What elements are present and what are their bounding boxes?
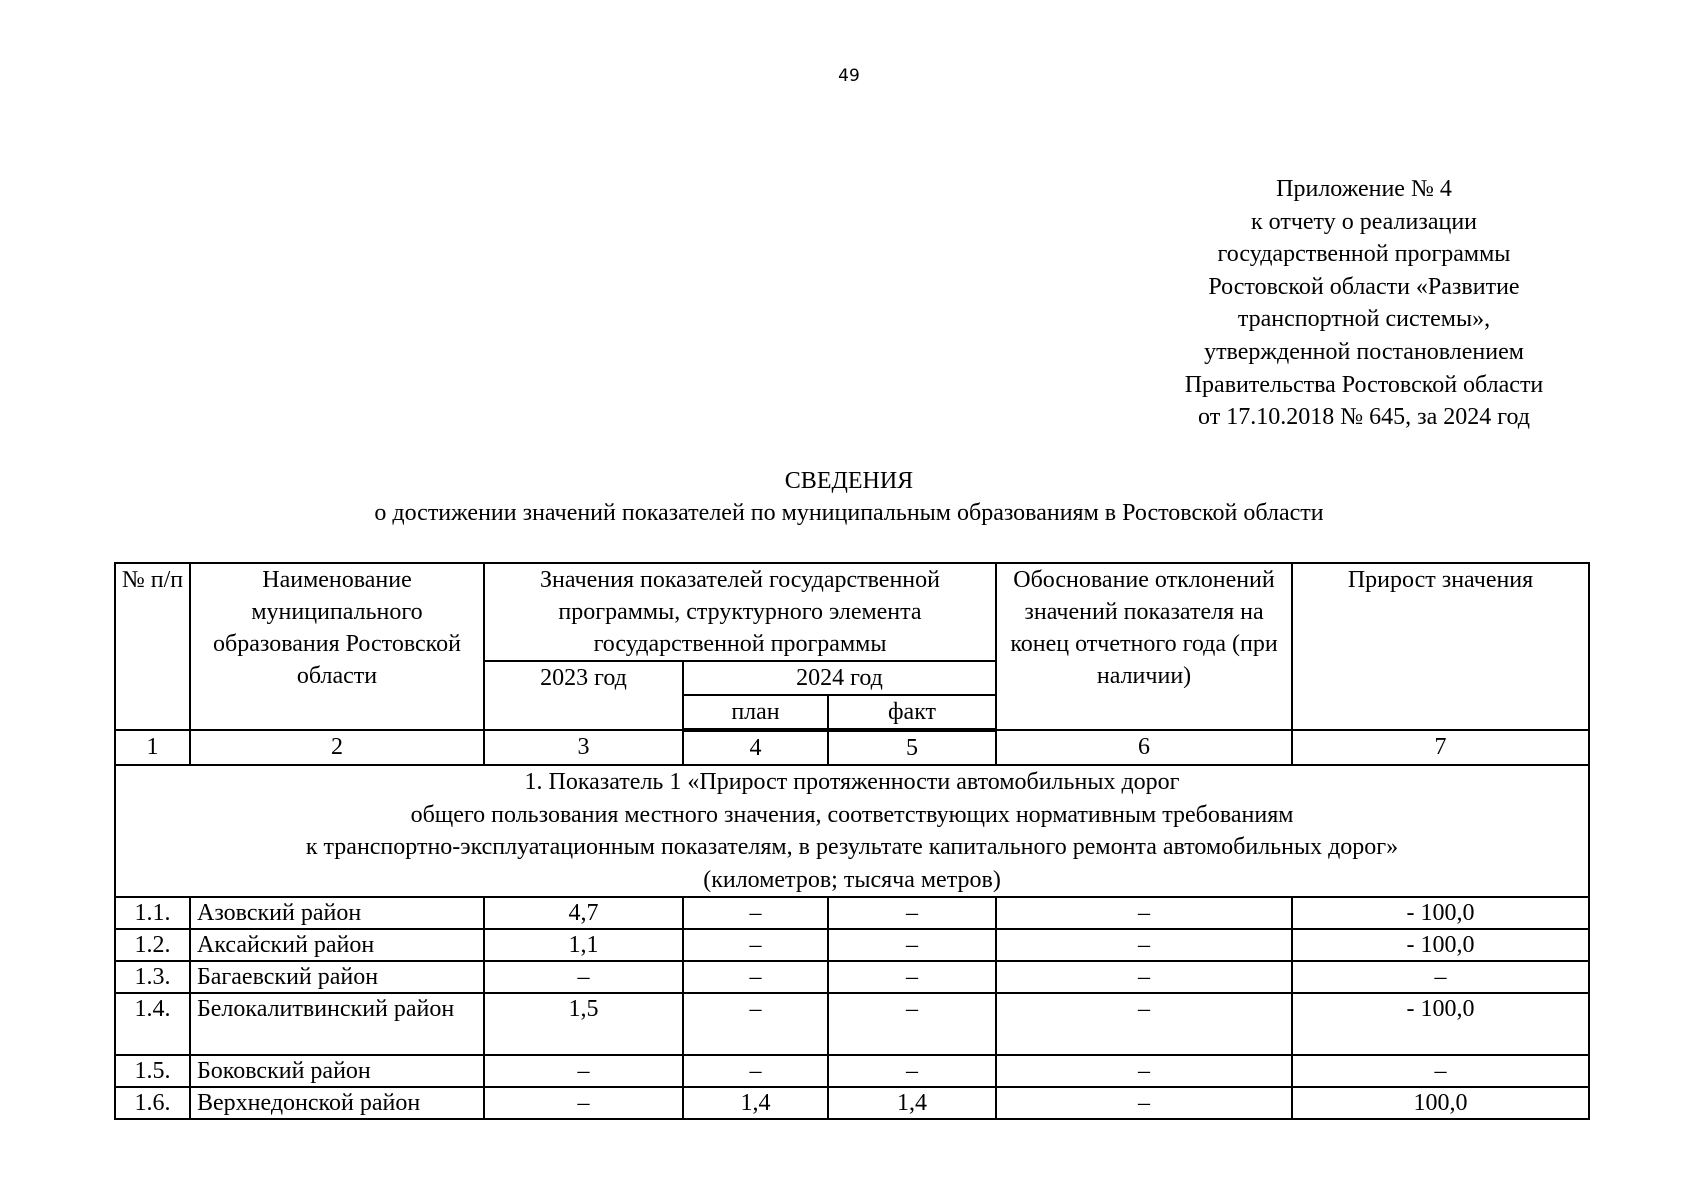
row-name: Боковский район (190, 1055, 484, 1087)
column-number: 3 (484, 730, 683, 765)
row-growth: – (1292, 961, 1589, 993)
column-number: 4 (683, 730, 828, 765)
row-plan: – (683, 897, 828, 929)
row-name: Багаевский район (190, 961, 484, 993)
header-justification: Обоснование отклонений значений показателя на конец отчетного года (при наличии) (996, 563, 1292, 730)
row-2023: – (484, 1055, 683, 1087)
row-growth: 100,0 (1292, 1087, 1589, 1119)
table-row (115, 897, 1589, 929)
row-plan: 1,4 (683, 1087, 828, 1119)
indicators-table (114, 562, 1590, 1120)
appendix-line: Приложение № 4 (1276, 176, 1452, 202)
section-line: к транспортно-эксплуатационным показателям, в результате капитального ремонта автомобильных дорог» (305, 834, 1399, 860)
row-2023: 1,5 (484, 993, 683, 1055)
table-row (115, 929, 1589, 961)
row-2023: – (484, 1087, 683, 1119)
section-line: (километров; тысяча метров) (703, 866, 1001, 893)
row-num: 1.1. (115, 897, 190, 929)
row-2023: 4,7 (484, 897, 683, 929)
appendix-line: к отчету о реализации (1250, 208, 1478, 235)
appendix-line: утвержденной постановлением (1204, 338, 1524, 365)
row-justification: – (996, 929, 1292, 961)
table-row (115, 993, 1589, 1055)
document-heading (0, 465, 1698, 529)
row-num: 1.3. (115, 961, 190, 993)
header-year-2024: 2024 год (683, 661, 996, 695)
row-plan: – (683, 929, 828, 961)
row-plan: – (683, 961, 828, 993)
header-plan: план (683, 695, 828, 730)
row-num: 1.2. (115, 929, 190, 961)
row-fact: 1,4 (828, 1087, 996, 1119)
row-justification: – (996, 1055, 1292, 1087)
row-2023: 1,1 (484, 929, 683, 961)
column-number: 5 (828, 730, 996, 765)
appendix-note (1148, 173, 1580, 434)
row-2023: – (484, 961, 683, 993)
table-row (115, 1087, 1589, 1119)
row-name: Белокалитвинский район (190, 993, 484, 1055)
table-row (115, 1055, 1589, 1087)
document-title: СВЕДЕНИЯ (784, 468, 914, 494)
row-num: 1.5. (115, 1055, 190, 1087)
section-line: общего пользования местного значения, соответствующих нормативным требованиям (410, 801, 1294, 828)
row-name: Азовский район (190, 897, 484, 929)
page-number: 49 (838, 66, 860, 86)
column-number: 2 (190, 730, 484, 765)
row-plan: – (683, 1055, 828, 1087)
row-justification: – (996, 961, 1292, 993)
row-name: Верхнедонской район (190, 1087, 484, 1119)
appendix-line: Ростовской области «Развитие (1208, 273, 1520, 300)
row-name: Аксайский район (190, 929, 484, 961)
row-fact: – (828, 897, 996, 929)
header-values-group: Значения показателей государственной программы, структурного элемента государственной программы (484, 563, 996, 661)
row-growth: – (1292, 1055, 1589, 1087)
column-number: 7 (1292, 730, 1589, 765)
row-fact: – (828, 993, 996, 1055)
row-fact: – (828, 1055, 996, 1087)
header-fact: факт (828, 695, 996, 730)
column-number: 1 (115, 730, 190, 765)
row-growth: - 100,0 (1292, 897, 1589, 929)
row-fact: – (828, 961, 996, 993)
row-justification: – (996, 897, 1292, 929)
row-plan: – (683, 993, 828, 1055)
row-fact: – (828, 929, 996, 961)
column-number: 6 (996, 730, 1292, 765)
section-row (115, 765, 1589, 897)
header-year-2023: 2023 год (484, 661, 683, 730)
row-num: 1.4. (115, 993, 190, 1055)
table-row (115, 961, 1589, 993)
row-justification: – (996, 993, 1292, 1055)
row-num: 1.6. (115, 1087, 190, 1119)
row-growth: - 100,0 (1292, 993, 1589, 1055)
section-line: 1. Показатель 1 «Прирост протяженности автомобильных дорог (524, 769, 1180, 795)
column-numbers-row (115, 730, 1589, 765)
appendix-line: государственной программы (1217, 241, 1511, 268)
row-growth: - 100,0 (1292, 929, 1589, 961)
appendix-line: транспортной системы», (1237, 306, 1491, 333)
header-num: № п/п (115, 563, 190, 730)
row-justification: – (996, 1087, 1292, 1119)
header-name: Наименование муниципального образования Ростовской области (190, 563, 484, 730)
document-subtitle: о достижении значений показателей по муниципальным образованиям в Ростовской области (374, 500, 1324, 526)
appendix-line: от 17.10.2018 № 645, за 2024 год (1198, 404, 1530, 431)
header-growth: Прирост значения (1292, 563, 1589, 730)
appendix-line: Правительства Ростовской области (1184, 371, 1544, 398)
section-title (115, 765, 1589, 897)
